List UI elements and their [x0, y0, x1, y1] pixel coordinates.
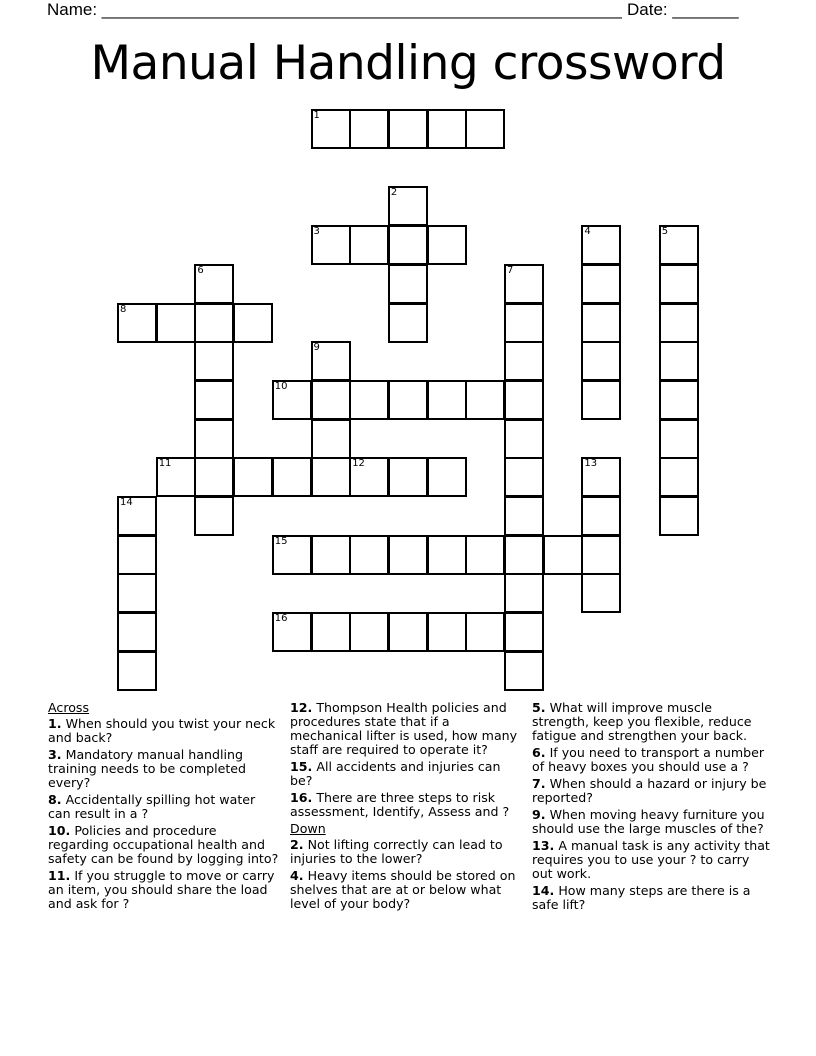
crossword-cell[interactable]	[311, 225, 351, 265]
crossword-cell[interactable]	[311, 535, 351, 575]
crossword-cell[interactable]	[659, 225, 699, 265]
cell-number: 9	[313, 342, 320, 354]
crossword-cell[interactable]	[233, 303, 273, 343]
crossword-cell[interactable]	[465, 109, 505, 149]
crossword-cell[interactable]	[311, 109, 351, 149]
crossword-cell[interactable]	[465, 535, 505, 575]
crossword-cell[interactable]	[504, 573, 544, 613]
crossword-cell[interactable]	[194, 264, 234, 304]
crossword-cell[interactable]	[194, 457, 234, 497]
crossword-cell[interactable]	[388, 186, 428, 226]
down-heading: Down	[290, 821, 326, 836]
crossword-cell[interactable]	[156, 303, 196, 343]
crossword-cell[interactable]	[465, 380, 505, 420]
crossword-cell[interactable]	[504, 651, 544, 691]
crossword-cell[interactable]	[581, 535, 621, 575]
crossword-cell[interactable]	[659, 496, 699, 536]
crossword-cell[interactable]	[388, 225, 428, 265]
crossword-cell[interactable]	[659, 380, 699, 420]
cell-number: 1	[313, 110, 320, 121]
cell-number: 16	[274, 613, 288, 625]
cell-number: 11	[158, 458, 172, 470]
crossword-cell[interactable]	[388, 109, 428, 149]
cell-number: 5	[661, 226, 669, 238]
crossword-cell[interactable]	[581, 225, 621, 265]
clue-across-10: 10. Policies and procedure regarding occupational health and safety can be found by logging into?	[48, 823, 279, 866]
crossword-cell[interactable]	[427, 612, 467, 652]
cell-number: 14	[120, 497, 133, 508]
crossword-cell[interactable]	[581, 303, 621, 343]
cell-number: 13	[584, 458, 598, 470]
crossword-cell[interactable]	[194, 419, 234, 459]
crossword-cell[interactable]	[311, 419, 351, 459]
crossword-cell[interactable]	[504, 419, 544, 459]
crossword-cell[interactable]	[349, 380, 389, 420]
crossword-cell[interactable]	[581, 457, 621, 497]
crossword-cell[interactable]	[581, 380, 621, 420]
page-title: Manual Handling crossword	[90, 36, 726, 91]
crossword-cell[interactable]	[659, 419, 699, 459]
clue-down-5: 5. What will improve muscle strength, keep you flexible, reduce fatigue and strengthen your back.	[532, 700, 752, 743]
crossword-cell[interactable]	[117, 612, 157, 652]
clues-column-3	[532, 701, 772, 915]
crossword-cell[interactable]	[427, 457, 467, 497]
crossword-cell[interactable]	[194, 303, 234, 343]
crossword-cell[interactable]	[581, 264, 621, 304]
crossword-cell[interactable]	[349, 612, 389, 652]
crossword-cell[interactable]	[194, 341, 234, 381]
cell-number: 6	[197, 264, 204, 276]
crossword-cell[interactable]	[349, 225, 389, 265]
clue-across-8: 8. Accidentally spilling hot water can result in a ?	[48, 792, 256, 821]
crossword-cell[interactable]	[504, 303, 544, 343]
name-field-label: Name: _______________________________________________________	[47, 0, 622, 19]
crossword-cell[interactable]	[156, 457, 196, 497]
clue-down-13: 13. A manual task is any activity that requires you to use your ? to carry out work.	[532, 838, 770, 881]
crossword-cell[interactable]	[311, 380, 351, 420]
crossword-cell[interactable]	[117, 651, 157, 691]
crossword-cell[interactable]	[543, 535, 583, 575]
clue-down-7: 7. When should a hazard or injury be reported?	[532, 776, 767, 805]
crossword-cell[interactable]	[659, 264, 699, 304]
cell-number: 7	[507, 264, 514, 276]
crossword-cell[interactable]	[659, 341, 699, 381]
clue-down-14: 14. How many steps are there is a safe lift?	[532, 883, 751, 912]
crossword-cell[interactable]	[504, 496, 544, 536]
crossword-cell[interactable]	[311, 341, 351, 381]
clue-across-1: 1. When should you twist your neck and back?	[48, 716, 276, 745]
crossword-cell[interactable]	[272, 457, 312, 497]
crossword-cell[interactable]	[388, 264, 428, 304]
crossword-cell[interactable]	[659, 303, 699, 343]
crossword-cell[interactable]	[117, 573, 157, 613]
clue-across-3: 3. Mandatory manual handling training needs to be completed every?	[48, 747, 247, 790]
crossword-cell[interactable]	[233, 457, 273, 497]
crossword-cell[interactable]	[388, 612, 428, 652]
crossword-cell[interactable]	[311, 612, 351, 652]
crossword-cell[interactable]	[504, 612, 544, 652]
crossword-cell[interactable]	[427, 225, 467, 265]
crossword-cell[interactable]	[349, 535, 389, 575]
crossword-cell[interactable]	[388, 457, 428, 497]
crossword-cell[interactable]	[117, 303, 157, 343]
crossword-cell[interactable]	[349, 457, 389, 497]
crossword-cell[interactable]	[659, 457, 699, 497]
crossword-cell[interactable]	[504, 380, 544, 420]
crossword-cell[interactable]	[117, 535, 157, 575]
crossword-cell[interactable]	[427, 535, 467, 575]
clue-down-4: 4. Heavy items should be stored on shelves that are at or below what level of your body?	[290, 868, 516, 911]
crossword-cell[interactable]	[388, 303, 428, 343]
crossword-cell[interactable]	[194, 380, 234, 420]
cell-number: 8	[120, 303, 127, 315]
crossword-cell[interactable]	[581, 573, 621, 613]
crossword-cell[interactable]	[388, 535, 428, 575]
crossword-cell[interactable]	[272, 535, 312, 575]
crossword-cell[interactable]	[388, 380, 428, 420]
crossword-cell[interactable]	[504, 264, 544, 304]
clue-down-9: 9. When moving heavy furniture you should use the large muscles of the?	[532, 807, 765, 836]
crossword-cell[interactable]	[581, 496, 621, 536]
cell-number: 15	[274, 535, 288, 547]
cell-number: 4	[584, 226, 591, 238]
crossword-cell[interactable]	[427, 109, 467, 149]
clue-across-11: 11. If you struggle to move or carry an item, you should share the load and ask for ?	[48, 868, 275, 911]
crossword-cell[interactable]	[194, 496, 234, 536]
crossword-cell[interactable]	[272, 380, 312, 420]
clues-column-1	[48, 701, 280, 914]
crossword-cell[interactable]	[504, 457, 544, 497]
clue-across-15: 15. All accidents and injuries can be?	[290, 759, 501, 788]
crossword-cell[interactable]	[349, 109, 389, 149]
cell-number: 3	[313, 226, 320, 238]
crossword-cell[interactable]	[272, 612, 312, 652]
crossword-cell[interactable]	[504, 535, 544, 575]
crossword-cell[interactable]	[117, 496, 157, 536]
crossword-cell[interactable]	[504, 341, 544, 381]
clue-down-2: 2. Not lifting correctly can lead to injuries to the lower?	[290, 837, 503, 866]
crossword-cell[interactable]	[465, 612, 505, 652]
cell-number: 12	[352, 458, 365, 470]
clue-across-12: 12. Thompson Health policies and procedures state that if a mechanical lifter is used, how many staff are required to operate it?	[290, 700, 518, 757]
crossword-cell[interactable]	[427, 380, 467, 420]
clue-across-16: 16. There are three steps to risk assessment, Identify, Assess and ?	[290, 790, 510, 819]
crossword-cell[interactable]	[581, 341, 621, 381]
cell-number: 10	[274, 380, 288, 392]
across-heading: Across	[48, 700, 90, 715]
clue-down-6: 6. If you need to transport a number of heavy boxes you should use a ?	[532, 745, 765, 774]
date-field-label: Date: _______	[627, 0, 739, 19]
clues-column-2	[290, 701, 522, 914]
cell-number: 2	[390, 187, 398, 199]
crossword-cell[interactable]	[311, 457, 351, 497]
